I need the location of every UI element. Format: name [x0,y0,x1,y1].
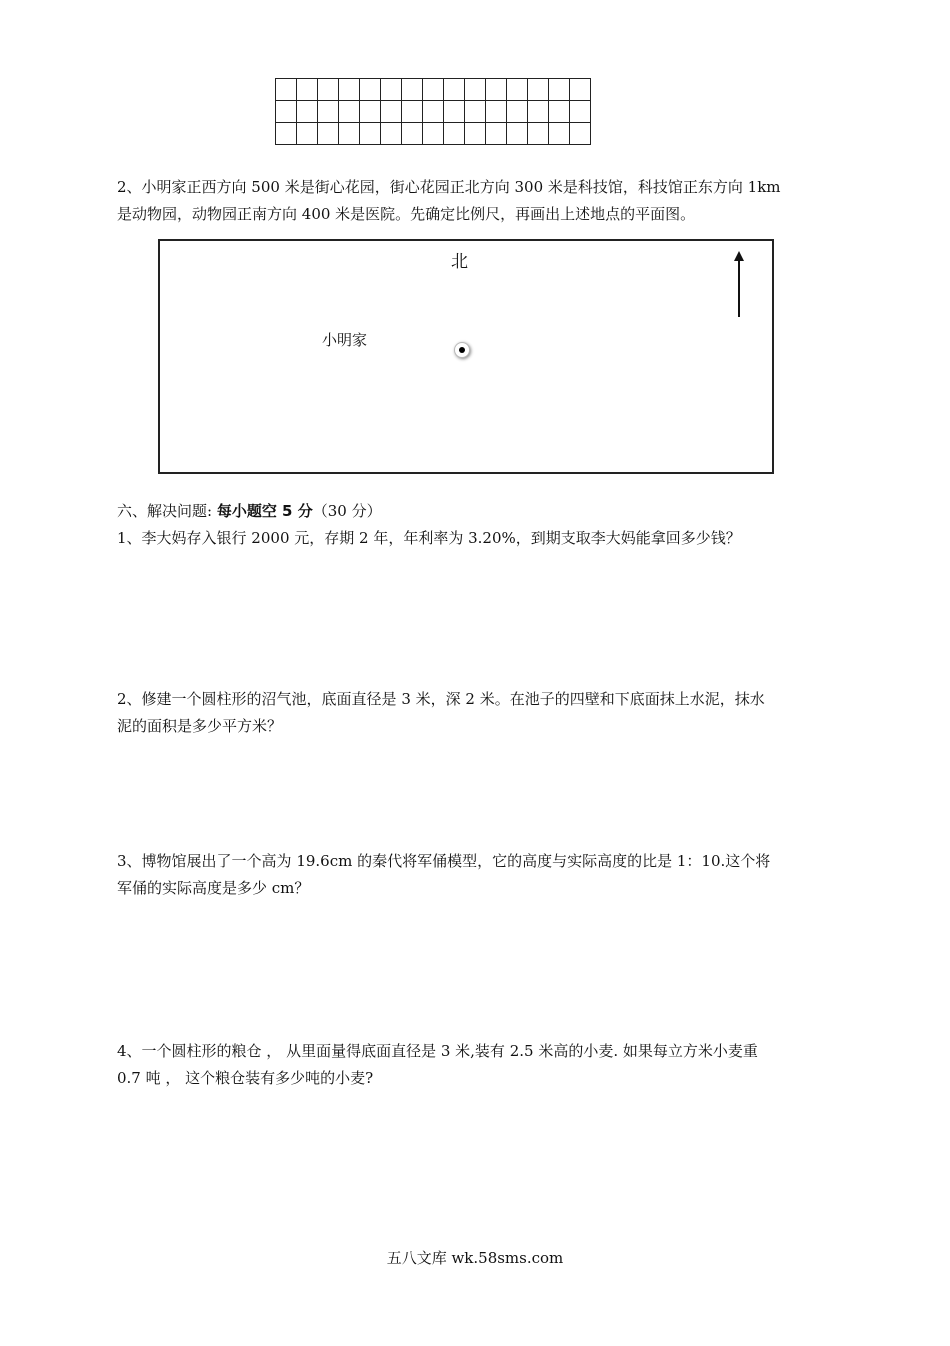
grid-cell[interactable] [276,79,297,101]
footer-watermark: 五八文库 wk.58sms.com [386,1249,564,1267]
problem-4 [117,1038,837,1092]
grid-cell[interactable] [360,79,381,101]
problem-2 [117,686,837,740]
grid-cell[interactable] [318,79,339,101]
grid-cell[interactable] [570,79,591,101]
grid-cell[interactable] [486,123,507,145]
home-location-dot [454,342,470,358]
answer-grid [275,78,591,145]
grid-cell[interactable] [318,101,339,123]
grid-cell[interactable] [339,101,360,123]
grid-cell[interactable] [318,123,339,145]
grid-cell[interactable] [339,79,360,101]
home-label: 小明家 [322,331,368,349]
grid-cell[interactable] [276,101,297,123]
question-2-map-text [117,174,837,228]
question-2-line-1: 2、小明家正西方向 500 米是街心花园，街心花园正北方向 300 米是科技馆，科技馆正东方向 1km [117,178,781,196]
problem-3-line-2: 军俑的实际高度是多少 cm？ [117,879,310,897]
grid-cell[interactable] [549,101,570,123]
grid-cell[interactable] [465,79,486,101]
grid-row [276,101,591,123]
grid-cell[interactable] [465,101,486,123]
grid-cell[interactable] [528,79,549,101]
grid-cell[interactable] [486,79,507,101]
section-6-heading [117,498,837,525]
grid-cell[interactable] [381,79,402,101]
grid-cell[interactable] [507,101,528,123]
grid-cell[interactable] [297,101,318,123]
grid-cell[interactable] [402,101,423,123]
section-6-heading-suffix: （30 分） [312,502,382,520]
section-6-heading-bold: 每小题空 5 分 [216,502,313,520]
problem-4-line-1: 4、一个圆柱形的粮仓 ， 从里面量得底面直径是 3 米,装有 2.5 米高的小麦. 如果每立方米小麦重 [117,1042,758,1060]
grid-cell[interactable] [465,123,486,145]
grid-cell[interactable] [444,101,465,123]
grid-cell[interactable] [297,123,318,145]
grid-cell[interactable] [423,101,444,123]
grid-cell[interactable] [528,123,549,145]
grid-cell[interactable] [528,101,549,123]
problem-2-line-1: 2、修建一个圆柱形的沼气池，底面直径是 3 米，深 2 米。在池子的四壁和下底面抹上水泥，抹水 [117,690,765,708]
grid-cell[interactable] [549,79,570,101]
grid-cell[interactable] [297,79,318,101]
grid-cell[interactable] [423,79,444,101]
grid-cell[interactable] [360,101,381,123]
grid-cell[interactable] [339,123,360,145]
grid-cell[interactable] [507,79,528,101]
grid-row [276,79,591,101]
problem-4-line-2: 0.7 吨 ， 这个粮仓装有多少吨的小麦? [117,1069,374,1087]
problem-1: 1、李大妈存入银行 2000 元，存期 2 年，年利率为 3.20%，到期支取李大妈能拿回多少钱？ [117,529,741,547]
grid-row [276,123,591,145]
problem-3-line-1: 3、博物馆展出了一个高为 19.6cm 的秦代将军俑模型，它的高度与实际高度的比是 1：10.这个将 [117,852,771,870]
grid-cell[interactable] [444,79,465,101]
problem-3 [117,848,837,902]
grid-cell[interactable] [507,123,528,145]
grid-cell[interactable] [276,123,297,145]
grid-cell[interactable] [402,123,423,145]
north-arrow-icon [732,251,746,317]
grid-cell[interactable] [444,123,465,145]
grid-cell[interactable] [570,101,591,123]
section-6-heading-prefix: 六、解决问题: [117,502,217,520]
grid-cell[interactable] [360,123,381,145]
grid-cell[interactable] [381,101,402,123]
grid-cell[interactable] [423,123,444,145]
grid-cell[interactable] [549,123,570,145]
question-2-line-2: 是动物园，动物园正南方向 400 米是医院。先确定比例尺，再画出上述地点的平面图。 [117,205,696,223]
grid-cell[interactable] [381,123,402,145]
grid-cell[interactable] [486,101,507,123]
grid-cell[interactable] [402,79,423,101]
grid-cell[interactable] [570,123,591,145]
problem-2-line-2: 泥的面积是多少平方米？ [117,717,283,735]
map-drawing-area[interactable] [158,239,774,474]
north-label: 北 [451,252,468,272]
